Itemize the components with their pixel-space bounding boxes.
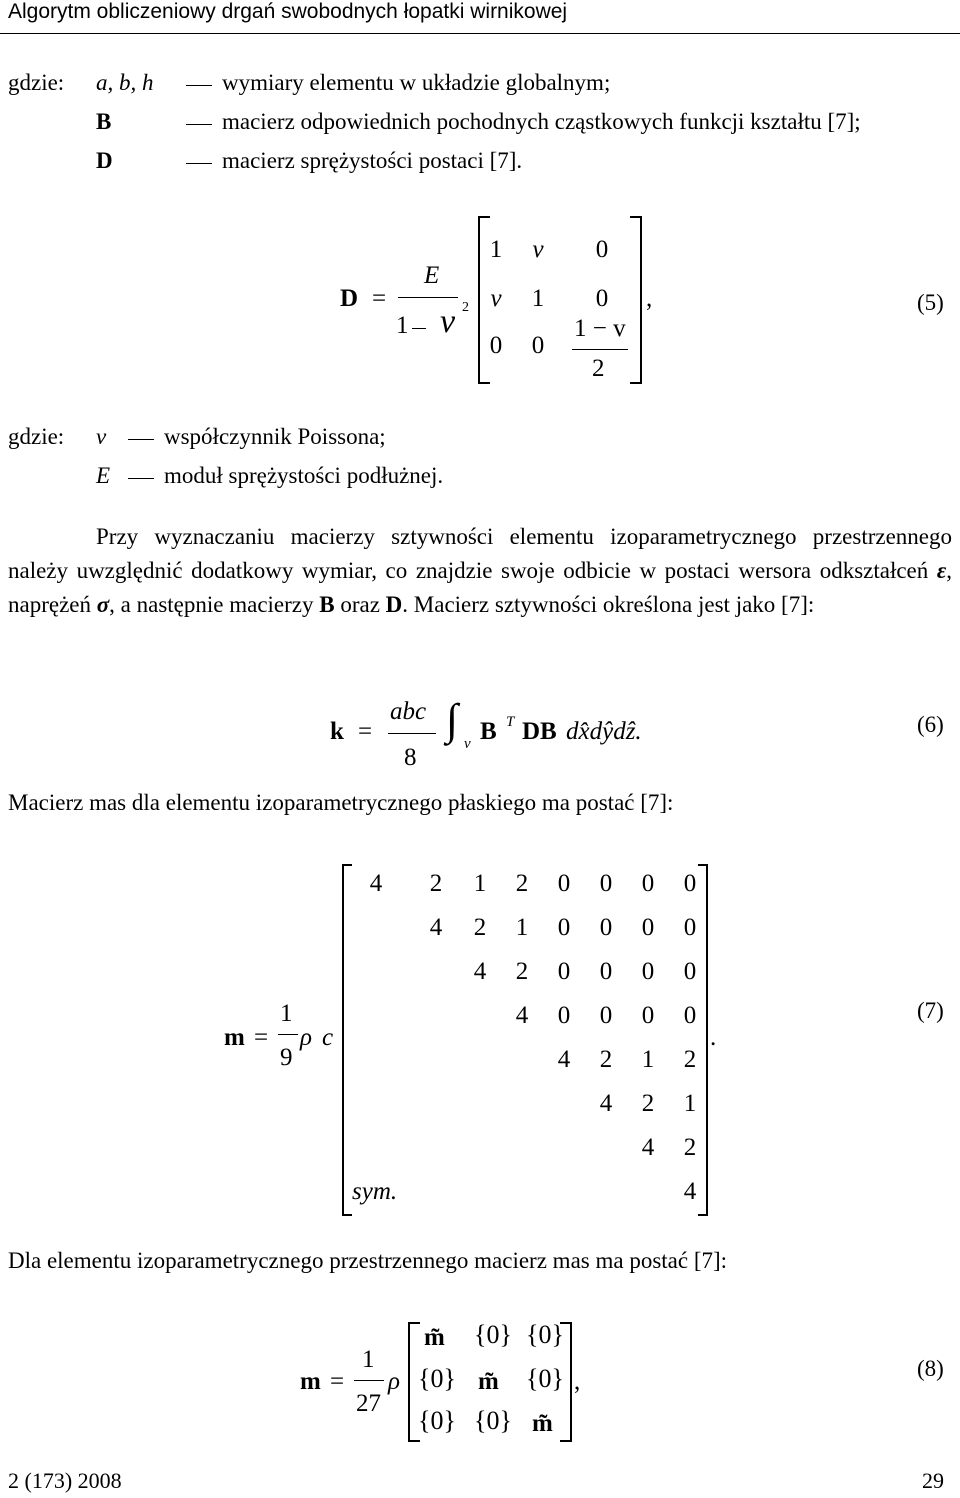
eq8-m-tilde: m̃ [532, 1410, 553, 1437]
em-dash [128, 439, 154, 440]
eq7-left-bracket [342, 864, 344, 1216]
where-desc-E: moduł sprężystości podłużnej. [164, 463, 444, 488]
zero: 0 [538, 1320, 552, 1349]
zero: 0 [430, 1406, 444, 1435]
eq8-lhs: m [300, 1368, 321, 1395]
eq8-den: 27 [356, 1390, 381, 1417]
eq5-lhs: D [340, 285, 359, 312]
eq8-fraction-bar [354, 1380, 384, 1381]
eq7-cell: 1 [473, 870, 487, 897]
eq5-last-fraction-bar [572, 349, 628, 350]
eq7-cell: 4 [515, 1002, 529, 1029]
bracket-serif [342, 864, 352, 866]
page-number: 29 [922, 1468, 944, 1493]
symbol-epsilon: ε [936, 558, 947, 583]
zero: 0 [430, 1364, 444, 1393]
eq8-zero-block: {0} [526, 1364, 564, 1393]
eq7-cell: 4 [599, 1090, 613, 1117]
eq7-right-bracket [706, 864, 708, 1216]
eq7-fraction-bar [278, 1034, 298, 1035]
eq5-frac-den-v: v [440, 303, 456, 340]
where-symbol-D: D [96, 148, 113, 173]
eq7-cell: 0 [557, 958, 571, 985]
eq8-number: (8) [917, 1356, 944, 1381]
text: oraz [334, 592, 386, 617]
eq7-cell: 2 [473, 914, 487, 941]
text: , naprężeń [8, 558, 952, 617]
eq6-fraction-bar [388, 733, 436, 734]
eq7-cell: 2 [641, 1090, 655, 1117]
eq6-num: abc [390, 698, 427, 725]
eq8-m-tilde: m̃ [478, 1368, 499, 1395]
eq5-comma: , [646, 285, 653, 312]
eq7-cell: 0 [641, 1002, 655, 1029]
eq8-rho: ρ [388, 1368, 400, 1395]
header-rule [0, 33, 960, 34]
eq7-cell: 2 [683, 1046, 697, 1073]
symbol-B: B [319, 592, 335, 617]
eq6-differentials: dx̂dŷdẑ. [566, 718, 642, 745]
eq6-equals: = [358, 718, 373, 745]
em-dash [128, 478, 154, 479]
bracket-serif [342, 1214, 352, 1216]
eq8-zero-block: {0} [474, 1406, 512, 1435]
eq7-sym: sym. [352, 1178, 398, 1205]
eq6-number: (6) [917, 712, 944, 737]
eq7-cell: 4 [369, 870, 383, 897]
eq5-last-den: 2 [592, 355, 605, 382]
where-symbol-B: B [96, 109, 112, 134]
minus-sign [412, 328, 426, 329]
zero: 0 [486, 1320, 500, 1349]
where-symbol-abh: a, b, h [96, 70, 154, 95]
eq5-cell: 0 [595, 285, 609, 312]
eq7-number: (7) [917, 998, 944, 1023]
paragraph-mass-3d: Dla elementu izoparametrycznego przestrzennego macierz mas ma postać [7]: [8, 1248, 728, 1273]
where-desc-D: macierz sprężystości postaci [7]. [222, 148, 523, 173]
eq5-right-bracket [630, 216, 642, 384]
eq7-cell: 2 [683, 1134, 697, 1161]
eq7-cell: 1 [515, 914, 529, 941]
footer-issue: 2 (173) 2008 [8, 1468, 122, 1493]
eq7-cell: 0 [641, 914, 655, 941]
eq8-comma: , [574, 1368, 581, 1395]
eq6-T: T [506, 714, 515, 730]
eq5-cell: 1 [531, 285, 545, 312]
eq7-cell: 0 [641, 870, 655, 897]
eq7-cell: 0 [599, 1002, 613, 1029]
eq7-cell: 4 [683, 1178, 697, 1205]
em-dash [186, 124, 212, 125]
eq8-zero-block: {0} [526, 1320, 564, 1349]
zero: 0 [538, 1364, 552, 1393]
eq7-cell: 2 [515, 958, 529, 985]
where-symbol-E: E [96, 463, 111, 488]
eq8-m-tilde: m̃ [424, 1324, 445, 1351]
where-desc-B: macierz odpowiednich pochodnych cząstkowych funkcji kształtu [7]; [222, 109, 861, 134]
eq8-zero-block: {0} [474, 1320, 512, 1349]
eq7-cell: 0 [683, 1002, 697, 1029]
eq6-sub-v: v [464, 736, 471, 752]
eq7-num: 1 [280, 1000, 293, 1027]
paragraph-mass-2d: Macierz mas dla elementu izoparametrycznego płaskiego ma postać [7]: [8, 790, 674, 815]
eq7-cell: 0 [557, 1002, 571, 1029]
text: . Macierz sztywności określona jest jako [7]: [402, 592, 815, 617]
running-header: Algorytm obliczeniowy drgań swobodnych łopatki wirnikowej [8, 0, 568, 23]
eq7-cell: 0 [599, 914, 613, 941]
eq7-cell: 0 [683, 870, 697, 897]
eq7-cell: 2 [515, 870, 529, 897]
eq6-lhs: k [330, 718, 344, 745]
symbol-D: D [385, 592, 403, 617]
where-desc-abh: wymiary elementu w układzie globalnym; [222, 70, 611, 95]
eq5-frac-den-1: 1 [396, 312, 409, 339]
eq8-zero-block: {0} [418, 1364, 456, 1393]
eq7-lhs: m [224, 1024, 245, 1051]
where-desc-v: współczynnik Poissona; [164, 424, 386, 449]
eq7-period: . [710, 1024, 717, 1051]
eq7-cell: 1 [683, 1090, 697, 1117]
em-dash [186, 85, 212, 86]
eq7-cell: 0 [641, 958, 655, 985]
eq7-den: 9 [280, 1044, 293, 1071]
eq7-equals: = [254, 1024, 269, 1051]
eq5-cell: 0 [531, 332, 545, 359]
eq7-cell: 0 [557, 870, 571, 897]
bracket-serif [698, 864, 708, 866]
eq7-rho: ρ [300, 1024, 312, 1051]
eq7-cell: 4 [473, 958, 487, 985]
eq7-cell: 1 [641, 1046, 655, 1073]
bracket-serif [698, 1214, 708, 1216]
integral-sign: ∫ [446, 695, 459, 744]
eq6-den: 8 [404, 744, 417, 771]
eq7-c: c [322, 1024, 334, 1051]
em-dash [186, 163, 212, 164]
where-symbol-v: v [96, 424, 107, 449]
eq5-cell: 0 [595, 236, 609, 263]
eq7-cell: 0 [599, 958, 613, 985]
symbol-sigma: σ [96, 592, 110, 617]
eq7-cell: 4 [429, 914, 443, 941]
eq5-last-num: 1 − v [574, 315, 626, 342]
where-label: gdzie: [8, 424, 65, 449]
eq5-cell: 0 [489, 332, 503, 359]
eq7-cell: 4 [641, 1134, 655, 1161]
paragraph-stiffness [8, 520, 952, 622]
eq7-cell: 0 [683, 958, 697, 985]
eq8-num: 1 [362, 1346, 375, 1373]
eq6-B: B [480, 718, 497, 745]
eq5-number: (5) [917, 290, 944, 315]
eq5-cell: v [532, 236, 544, 263]
text: , a następnie macierzy [109, 592, 320, 617]
text: Przy wyznaczaniu macierzy sztywności elementu izoparametrycznego przestrzennego należy uwzględnić dodatkowy wymiar, co znajdzie swoje odbicie w postaci wersora odkształceń [8, 524, 952, 583]
eq5-equals: = [372, 285, 387, 312]
eq7-cell: 0 [557, 914, 571, 941]
eq8-equals: = [330, 1368, 345, 1395]
eq5-cell: v [490, 285, 502, 312]
zero: 0 [486, 1406, 500, 1435]
eq5-cell: 1 [489, 236, 503, 263]
eq7-cell: 0 [599, 870, 613, 897]
eq7-cell: 0 [683, 914, 697, 941]
where-label: gdzie: [8, 70, 65, 95]
eq5-frac-num: E [424, 262, 440, 289]
eq5-exp-2: 2 [462, 300, 469, 315]
eq8-zero-block: {0} [418, 1406, 456, 1435]
eq5-fraction-bar [398, 297, 458, 298]
eq7-cell: 2 [429, 870, 443, 897]
eq7-cell: 2 [599, 1046, 613, 1073]
eq6-DB: DB [522, 718, 557, 745]
eq7-cell: 4 [557, 1046, 571, 1073]
